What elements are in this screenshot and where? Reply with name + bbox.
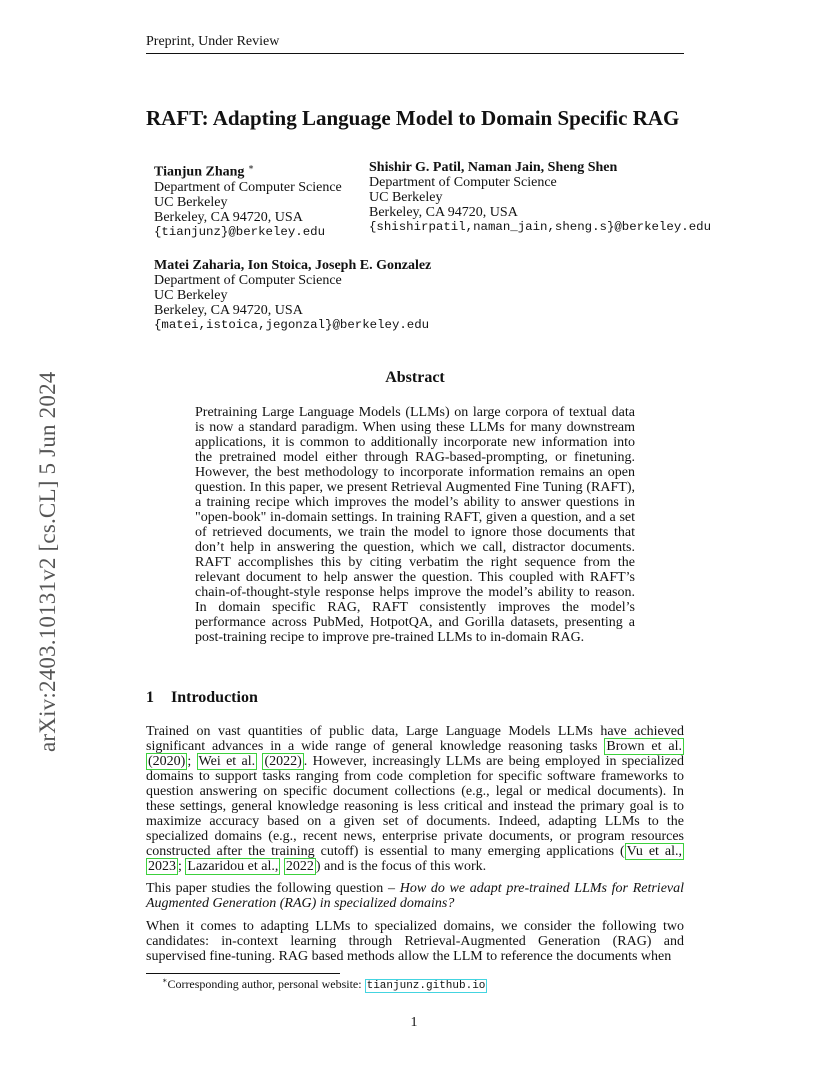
section-number: 1 xyxy=(146,689,154,706)
text-run: Trained on vast quantities of public data, Large Language Models LLMs have achieved significant advances in a wide range of general knowledge reasoning tasks xyxy=(146,724,684,754)
author-block-3 xyxy=(154,258,431,333)
author-name: Shishir G. Patil, Naman Jain, Sheng Shen xyxy=(369,160,618,175)
author-addr: Berkeley, CA 94720, USA xyxy=(369,205,518,220)
text-run: ; xyxy=(187,754,197,769)
section-title: Introduction xyxy=(171,689,258,706)
arxiv-identifier: arXiv:2403.10131v2 [cs.CL] 5 Jun 2024 xyxy=(35,371,60,752)
abstract-heading: Abstract xyxy=(385,369,445,386)
footnote-rule xyxy=(146,973,340,974)
section-heading-introduction xyxy=(146,689,258,707)
text-run: . However, increasingly LLMs are being employed in specialized domains to support tasks ranging from code completion for specific software frameworks to question answering on specific document collections (e.g., legal or medical documents). In these settings, general knowledge reasoning is less critical and instead the primary goal is to maximize accuracy based on a given set of documents. Indeed, adapting LLMs to the specialized domains (e.g., recent news, enterprise private documents, or program resources constructed after the training cutoff) is essential to many emerging applications xyxy=(146,754,685,859)
running-head: Preprint, Under Review xyxy=(146,34,280,49)
footnote-text: Corresponding author, personal website: xyxy=(167,977,365,991)
footnote xyxy=(162,976,487,992)
abstract-text: Pretraining Large Language Models (LLMs) on large corpora of textual data is now a standard paradigm. When using these LLMs for many downstream applications, it is common to additionally incorporate new information into the pretrained model either through RAG-based-prompting, or finetuning. However, the best methodology to incorporate information remains an open question. In this paper, we present Retrieval Augmented Fine Tuning (RAFT), a training recipe which improves the model’s ability to answer questions in "open-book" in-domain settings. In training RAFT, given a question, and a set of retrieved documents, we train the model to ignore those documents that don’t help in answering the question, which we call, distractor documents. RAFT accomplishes this by citing verbatim the right sequence from the relevant document to help answer the question. This coupled with RAFT’s chain-of-thought-style response helps improve the model’s ability to reason. In domain specific RAG, RAFT consistently improves the model’s performance across PubMed, HotpotQA, and Gorilla datasets, presenting a post-training recipe to improve pre-trained LLMs to in-domain RAG. xyxy=(195,405,635,645)
text-run: ; xyxy=(178,859,186,874)
research-question: How do we adapt pre-trained LLMs for Retrieval Augmented Generation (RAG) in specialized domains? xyxy=(146,881,685,911)
author-dept: Department of Computer Science xyxy=(154,179,342,195)
intro-paragraph-3: When it comes to adapting LLMs to specialized domains, we consider the following two candidates: in-context learning through Retrieval-Augmented Generation (RAG) and supervised fine-tuning. RAG based methods allow the LLM to reference the documents when xyxy=(146,919,684,964)
citation-link-lazaridou[interactable]: Lazaridou et al., xyxy=(187,859,279,874)
author-name: Tianjun Zhang xyxy=(154,164,245,180)
author-dept: Department of Computer Science xyxy=(154,273,342,288)
citation-link-lazaridou-year[interactable]: 2022 xyxy=(285,859,314,874)
author-inst: UC Berkeley xyxy=(369,190,443,205)
text-run: ) and is the focus of this work. xyxy=(315,859,487,874)
citation-link-vu-year[interactable]: 2023 xyxy=(148,859,176,874)
author-mark: ∗ xyxy=(247,162,255,172)
citation-link-wei[interactable]: Wei et al. xyxy=(198,754,256,769)
author-block-1 xyxy=(154,160,342,240)
citation-link-wei-year[interactable]: (2022) xyxy=(264,754,302,769)
author-inst: UC Berkeley xyxy=(154,288,228,303)
intro-paragraph-1 xyxy=(146,724,684,874)
author-dept: Department of Computer Science xyxy=(369,175,557,190)
paper-title: RAFT: Adapting Language Model to Domain Specific RAG xyxy=(146,106,680,130)
author-email: {tianjunz}@berkeley.edu xyxy=(154,224,326,239)
author-email: {matei,istoica,jegonzal}@berkeley.edu xyxy=(154,318,430,332)
author-inst: UC Berkeley xyxy=(154,194,228,210)
author-addr: Berkeley, CA 94720, USA xyxy=(154,209,303,225)
page-number: 1 xyxy=(410,1015,418,1030)
citation-link-brown[interactable]: Brown et al. xyxy=(606,739,682,754)
citation-link-vu[interactable]: Vu et al., xyxy=(626,844,682,859)
header-rule xyxy=(146,53,684,54)
author-name: Matei Zaharia, Ion Stoica, Joseph E. Gonzalez xyxy=(154,258,432,273)
citation-link-brown-year[interactable]: (2020) xyxy=(148,754,186,769)
footnote-mark: ∗ xyxy=(162,976,168,985)
intro-paragraph-2 xyxy=(146,881,684,911)
author-addr: Berkeley, CA 94720, USA xyxy=(154,303,303,318)
text-run: ( xyxy=(619,844,625,859)
author-block-2 xyxy=(369,160,711,235)
text-run: This paper studies the following question – xyxy=(146,881,400,896)
footnote-url-link[interactable]: tianjunz.github.io xyxy=(366,980,486,992)
author-email: {shishirpatil,naman_jain,sheng.s}@berkeley.edu xyxy=(369,220,712,234)
